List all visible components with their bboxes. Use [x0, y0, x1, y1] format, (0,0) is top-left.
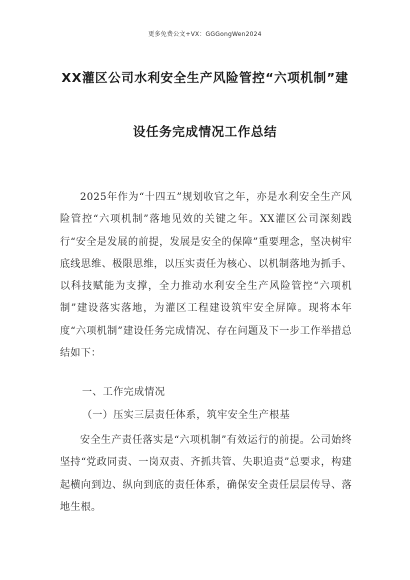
intro-paragraph: 2025年作为“十四五”规划收官之年，亦是水利安全生产风险管控“六项机制”落地见效的关键之年。XX灌区公司深刻践行“安全是发展的前提，发展是安全的保障”重要理念，坚决树牢底线思维、极限思维，以压实责任为核心、以机制落地为抓手、以科技赋能为支撑，全力推动水利安全生产风险管控“六项机制”建设落实落地，为灌区工程建设筑牢安全屏障。现将本年度“六项机制”建设任务完成情况、存在问题及下一步工作举措总结如下：	[60, 192, 352, 360]
subsection-paragraph: 安全生产责任落实是“六项机制”有效运行的前提。公司始终坚持“党政同责、一岗双责、齐抓共管、失职追责”总要求，构建起横向到边、纵向到底的责任体系，确保安全责任层层传导、落地生根。	[60, 435, 352, 513]
header-note: 更多免费公文+VX：GGGongWen2024	[148, 31, 262, 38]
section-heading: 一、工作完成情况	[82, 387, 166, 398]
document-title-line-1: XX灌区公司水利安全生产风险管控“六项机制”建	[61, 70, 349, 85]
document-title-line-2: 设任务完成情况工作总结	[132, 124, 278, 139]
subsection-heading: （一）压实三层责任体系，筑牢安全生产根基	[82, 410, 290, 421]
